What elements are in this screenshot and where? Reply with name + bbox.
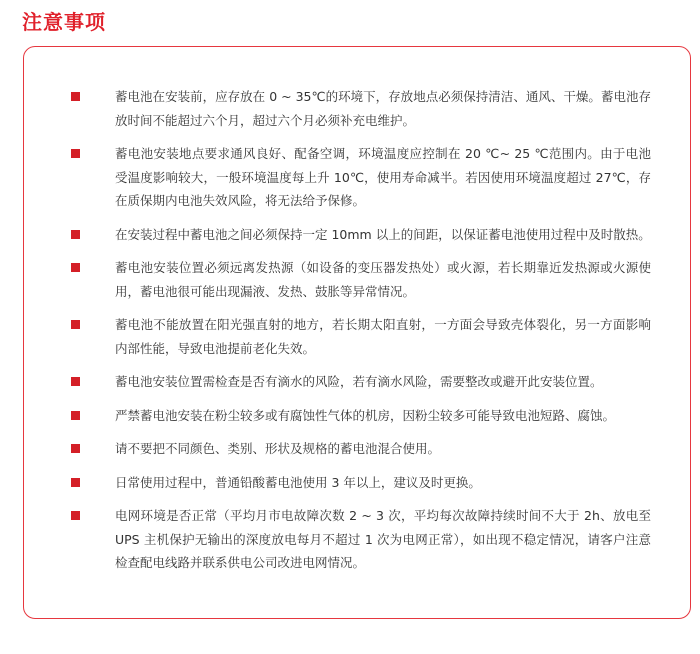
list-item xyxy=(71,504,651,575)
square-bullet-icon xyxy=(71,411,80,420)
notice-text: 蓄电池不能放置在阳光强直射的地方，若长期太阳直射，一方面会导致壳体裂化，另一方面影响内部性能，导致电池提前老化失效。 xyxy=(115,317,651,356)
square-bullet-icon xyxy=(71,444,80,453)
square-bullet-icon xyxy=(71,511,80,520)
notice-text: 电网环境是否正常（平均月市电故障次数 2 ~ 3 次，平均每次故障持续时间不大于 2h、放电至 UPS 主机保护无输出的深度放电每月不超过 1 次为电网正常），如出现不稳定情况，请客户注意检查配电线路并联系供电公司改进电网情况。 xyxy=(115,508,651,570)
notice-text: 蓄电池安装地点要求通风良好、配备空调，环境温度应控制在 20 ℃~ 25 ℃范围内。由于电池受温度影响较大，一般环境温度每上升 10℃，使用寿命减半。若因使用环境温度超过 27℃，存在质保期内电池失效风险，将无法给予保修。 xyxy=(115,146,651,208)
list-item xyxy=(71,223,651,247)
list-item xyxy=(71,404,651,428)
square-bullet-icon xyxy=(71,377,80,386)
notice-text: 请不要把不同颜色、类别、形状及规格的蓄电池混合使用。 xyxy=(115,441,441,456)
square-bullet-icon xyxy=(71,230,80,239)
list-item xyxy=(71,142,651,213)
notice-text: 日常使用过程中，普通铅酸蓄电池使用 3 年以上，建议及时更换。 xyxy=(115,474,481,490)
list-item xyxy=(71,370,651,394)
page-title: 注意事项 xyxy=(22,10,106,34)
notice-box xyxy=(23,46,691,619)
notice-text: 严禁蓄电池安装在粉尘较多或有腐蚀性气体的机房，因粉尘较多可能导致电池短路、腐蚀。 xyxy=(115,407,616,423)
list-item xyxy=(71,85,651,132)
square-bullet-icon xyxy=(71,149,80,158)
list-item xyxy=(71,313,651,360)
notice-text: 蓄电池安装位置必须远离发热源（如设备的变压器发热处）或火源，若长期靠近发热源或火源使用，蓄电池很可能出现漏液、发热、鼓胀等异常情况。 xyxy=(115,260,651,299)
notice-list xyxy=(71,85,651,585)
square-bullet-icon xyxy=(71,263,80,272)
notice-text: 蓄电池安装位置需检查是否有滴水的风险，若有滴水风险，需要整改或避开此安装位置。 xyxy=(115,374,603,389)
list-item xyxy=(71,256,651,303)
notice-text: 蓄电池在安装前，应存放在 0 ~ 35℃的环境下，存放地点必须保持清洁、通风、干燥。蓄电池存放时间不能超过六个月，超过六个月必须补充电维护。 xyxy=(115,89,651,128)
square-bullet-icon xyxy=(71,320,80,329)
notice-text: 在安装过程中蓄电池之间必须保持一定 10mm 以上的间距，以保证蓄电池使用过程中及时散热。 xyxy=(115,226,651,242)
square-bullet-icon xyxy=(71,92,80,101)
square-bullet-icon xyxy=(71,478,80,487)
list-item xyxy=(71,437,651,461)
list-item xyxy=(71,471,651,495)
